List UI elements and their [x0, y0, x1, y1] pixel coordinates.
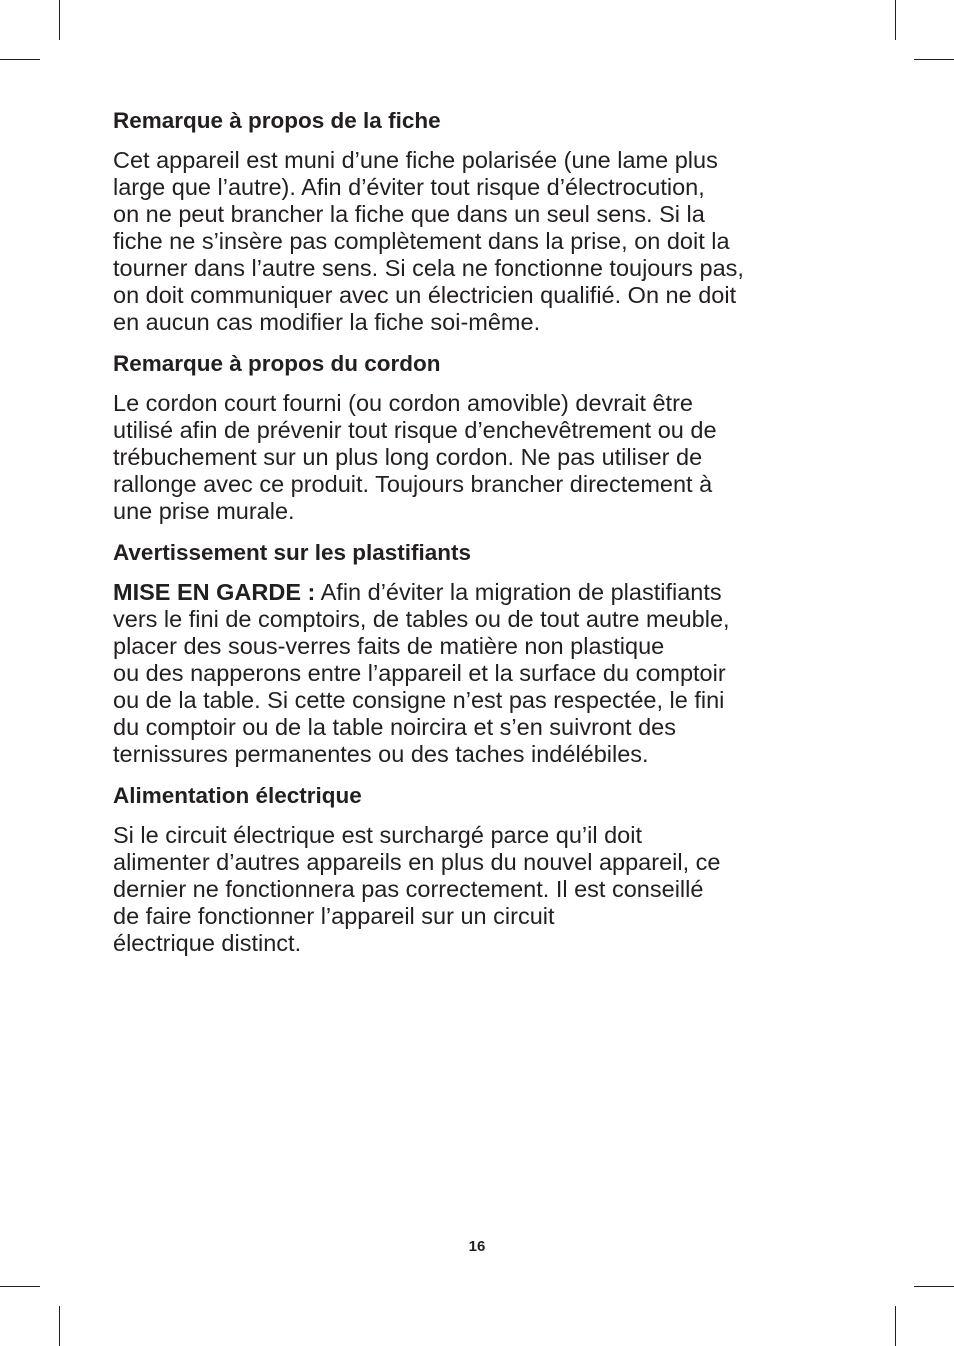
section-paragraph	[113, 822, 853, 957]
text-line: Afin d’éviter la migration de plastifiants	[315, 579, 722, 605]
text-line: fiche ne s’insère pas complètement dans la prise, on doit la	[113, 228, 730, 254]
crop-mark-bottom-right-horizontal	[914, 1286, 954, 1287]
section-paragraph	[113, 579, 853, 768]
crop-mark-top-right-horizontal	[914, 59, 954, 60]
section-heading: Remarque à propos du cordon	[113, 351, 441, 376]
text-line: Cet appareil est muni d’une fiche polarisée (une lame plus	[113, 147, 718, 173]
text-line: large que l’autre). Afin d’éviter tout risque d’électrocution,	[113, 174, 705, 200]
text-line: placer des sous-verres faits de matière non plastique	[113, 633, 665, 659]
text-line: électrique distinct.	[113, 930, 302, 956]
crop-mark-bottom-right-vertical	[895, 1306, 896, 1346]
text-line: ternissures permanentes ou des taches indélébiles.	[113, 741, 649, 767]
document-body	[113, 107, 853, 971]
section-cord-note	[113, 350, 853, 525]
section-plasticizer-warning	[113, 539, 853, 768]
text-line: ou des napperons entre l’appareil et la surface du comptoir	[113, 660, 726, 686]
text-line: du comptoir ou de la table noircira et s’en suivront des	[113, 714, 677, 740]
text-line: dernier ne fonctionnera pas correctement. Il est conseillé	[113, 876, 704, 902]
crop-mark-top-right-vertical	[895, 0, 896, 40]
section-heading: Alimentation électrique	[113, 783, 362, 808]
text-line: vers le fini de comptoirs, de tables ou de tout autre meuble,	[113, 606, 730, 632]
text-line: tourner dans l’autre sens. Si cela ne fonctionne toujours pas,	[113, 255, 744, 281]
text-line: trébuchement sur un plus long cordon. Ne pas utiliser de	[113, 444, 703, 470]
section-paragraph	[113, 147, 853, 336]
page-number: 16	[468, 1238, 486, 1255]
section-paragraph	[113, 390, 853, 525]
text-line: utilisé afin de prévenir tout risque d’enchevêtrement ou de	[113, 417, 717, 443]
section-heading: Remarque à propos de la fiche	[113, 108, 441, 133]
text-line: de faire fonctionner l’appareil sur un circuit	[113, 903, 555, 929]
section-electrical-power	[113, 782, 853, 957]
text-line-with-lead	[113, 579, 853, 606]
text-line: une prise murale.	[113, 498, 295, 524]
warning-lead: MISE EN GARDE :	[113, 579, 316, 605]
text-line: on ne peut brancher la fiche que dans un seul sens. Si la	[113, 201, 705, 227]
crop-mark-bottom-left-horizontal	[0, 1286, 40, 1287]
crop-mark-top-left-horizontal	[0, 59, 40, 60]
section-heading: Avertissement sur les plastifiants	[113, 540, 472, 565]
text-line: alimenter d’autres appareils en plus du nouvel appareil, ce	[113, 849, 721, 875]
text-line: ou de la table. Si cette consigne n’est pas respectée, le fini	[113, 687, 725, 713]
section-plug-note	[113, 107, 853, 336]
crop-mark-top-left-vertical	[59, 0, 60, 40]
text-line: en aucun cas modifier la fiche soi-même.	[113, 309, 541, 335]
text-line: rallonge avec ce produit. Toujours brancher directement à	[113, 471, 713, 497]
text-line: Si le circuit électrique est surchargé parce qu’il doit	[113, 822, 643, 848]
text-line: on doit communiquer avec un électricien qualifié. On ne doit	[113, 282, 737, 308]
crop-mark-bottom-left-vertical	[59, 1306, 60, 1346]
text-line: Le cordon court fourni (ou cordon amovible) devrait être	[113, 390, 693, 416]
